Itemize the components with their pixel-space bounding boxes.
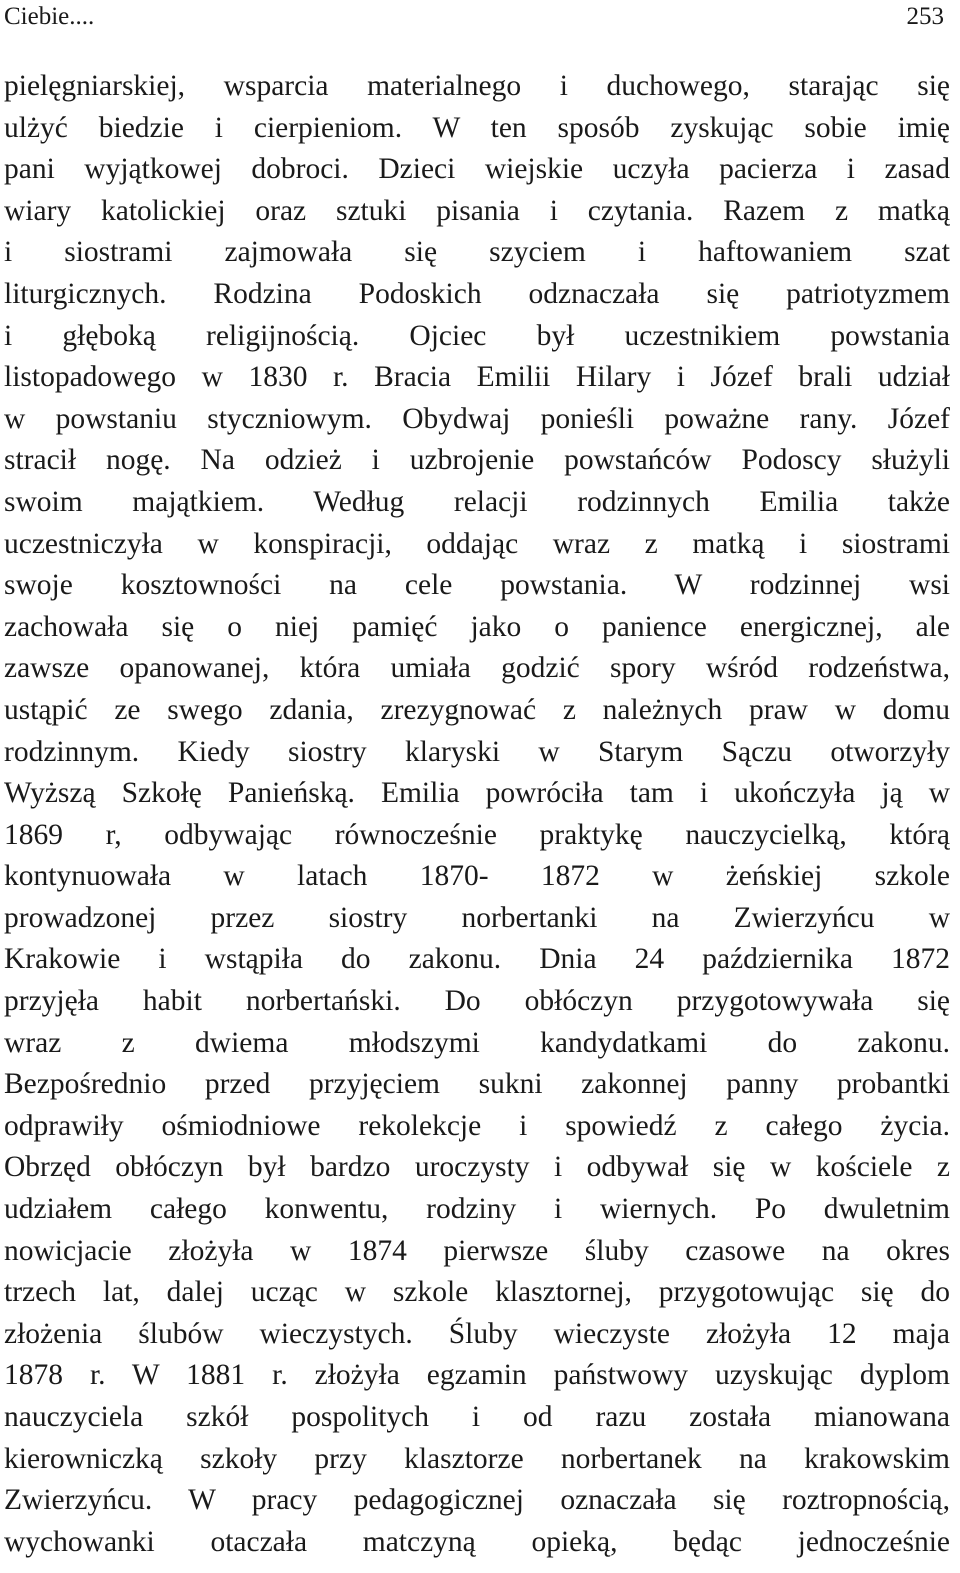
text-line: pani wyjątkowej dobroci. Dzieci wiejskie uczyła pacierza i zasad (4, 153, 950, 186)
text-line: i siostrami zajmowała się szyciem i haftowaniem szat (4, 236, 950, 269)
text-line: 1878 r. W 1881 r. złożyła egzamin państwowy uzyskując dyplom (4, 1359, 950, 1392)
text-line: uczestniczyła w konspiracji, oddając wraz z matką i siostrami (4, 527, 950, 560)
page-number: 253 (906, 3, 944, 30)
text-line: odprawiły ośmiodniowe rekolekcje i spowiedź z całego życia. (4, 1109, 950, 1142)
text-line: trzech lat, dalej ucząc w szkole klasztornej, przygotowując się do (4, 1276, 950, 1309)
text-line: pielęgniarskiej, wsparcia materialnego i duchowego, starając się (4, 70, 950, 102)
text-line: zachowała się o niej pamięć jako o panience energicznej, ale (4, 610, 950, 643)
text-line: przyjęła habit norbertański. Do obłóczyn przygotowywała się (4, 985, 950, 1018)
text-line: ulżyć biedzie i cierpieniom. W ten sposób zyskując sobie imię (4, 111, 950, 144)
text-line: 1869 r, odbywając równocześnie praktykę nauczycielką, którą (4, 818, 950, 851)
text-line: udziałem całego konwentu, rodziny i wiernych. Po dwuletnim (4, 1193, 950, 1226)
text-line: wraz z dwiema młodszymi kandydatkami do zakonu. (4, 1026, 950, 1059)
text-line: wychowanki otaczała matczyną opieką, będąc jednocześnie (4, 1525, 950, 1558)
text-line: kierowniczką szkoły przy klasztorze norbertanek na krakowskim (4, 1442, 950, 1475)
text-line: i głęboką religijnością. Ojciec był uczestnikiem powstania (4, 319, 950, 352)
text-line: zawsze opanowanej, która umiała godzić spory wśród rodzeństwa, (4, 652, 950, 685)
text-line: prowadzonej przez siostry norbertanki na Zwierzyńcu w (4, 901, 950, 934)
text-line: Zwierzyńcu. W pracy pedagogicznej oznaczała się roztropnością, (4, 1484, 950, 1517)
text-line: swoim majątkiem. Według relacji rodzinnych Emilia także (4, 485, 950, 518)
running-title: Ciebie.... (4, 3, 95, 30)
text-line: Krakowie i wstąpiła do zakonu. Dnia 24 października 1872 (4, 943, 950, 976)
text-line: swoje kosztowności na cele powstania. W rodzinnej wsi (4, 569, 950, 602)
text-line: kontynuowała w latach 1870- 1872 w żeńskiej szkole (4, 860, 950, 893)
text-line: nowicjacie złożyła w 1874 pierwsze śluby czasowe na okres (4, 1234, 950, 1267)
text-line: wiary katolickiej oraz sztuki pisania i czytania. Razem z matką (4, 194, 950, 227)
text-line: liturgicznych. Rodzina Podoskich odznaczała się patriotyzmem (4, 277, 950, 310)
text-line: Bezpośrednio przed przyjęciem sukni zakonnej panny probantki (4, 1068, 950, 1101)
text-line: Obrzęd obłóczyn był bardzo uroczysty i odbywał się w kościele z (4, 1151, 950, 1184)
text-line: Wyższą Szkołę Panieńską. Emilia powróciła tam i ukończyła ją w (4, 777, 950, 810)
body-text (4, 66, 950, 1563)
text-line: ustąpić ze swego zdania, zrezygnować z należnych praw w domu (4, 693, 950, 726)
running-head (4, 2, 944, 32)
text-line: w powstaniu styczniowym. Obydwaj ponieśli poważne rany. Józef (4, 402, 950, 435)
text-line: złożenia ślubów wieczystych. Śluby wieczyste złożyła 12 maja (4, 1317, 950, 1350)
text-line: listopadowego w 1830 r. Bracia Emilii Hilary i Józef brali udział (4, 361, 950, 394)
text-line: nauczyciela szkół pospolitych i od razu została mianowana (4, 1401, 950, 1433)
text-line: stracił nogę. Na odzież i uzbrojenie powstańców Podoscy służyli (4, 444, 950, 477)
text-line: rodzinnym. Kiedy siostry klaryski w Starym Sączu otworzyły (4, 735, 950, 768)
